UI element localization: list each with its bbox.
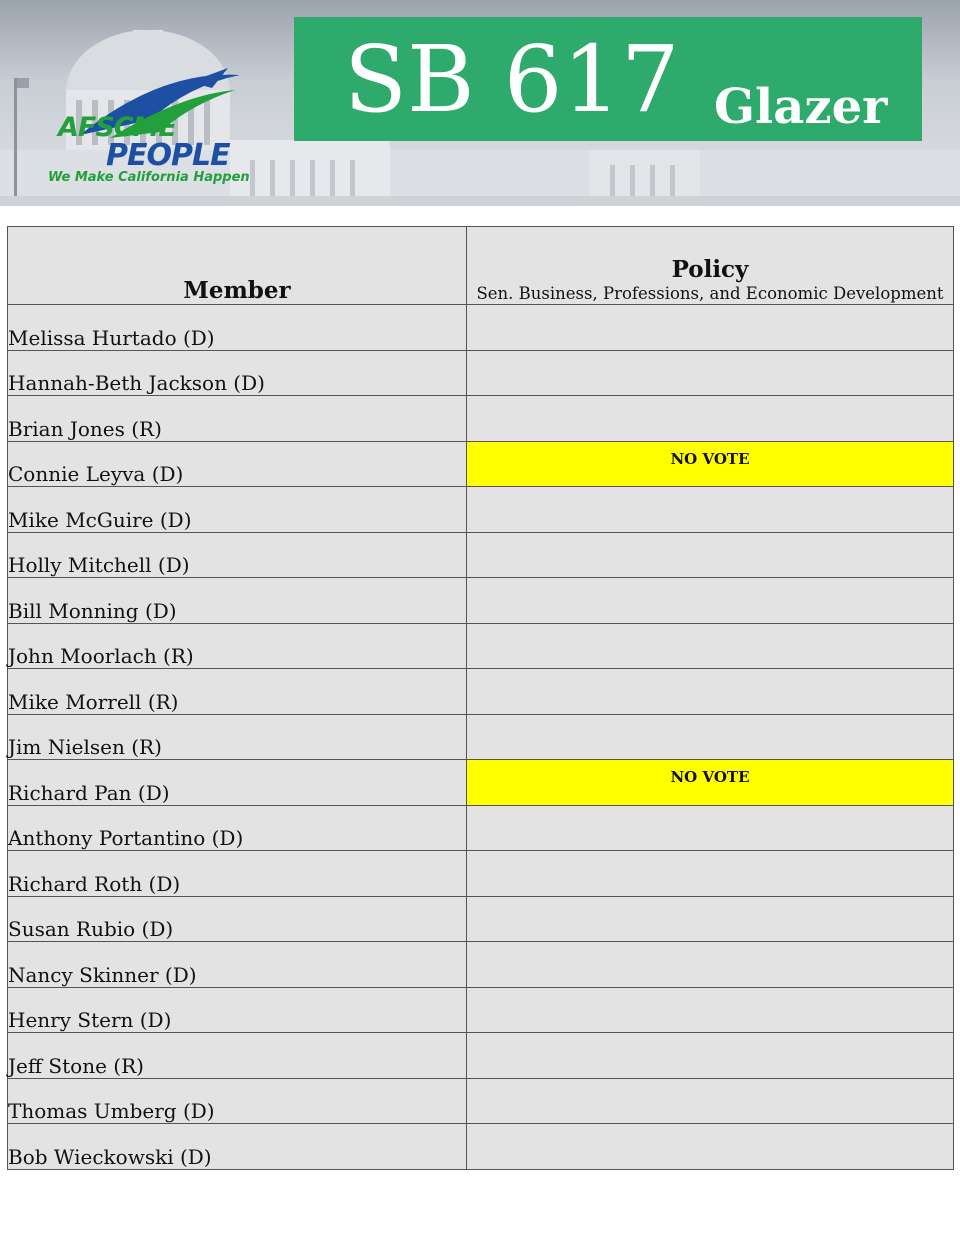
vote-cell (467, 1078, 954, 1124)
vote-cell (467, 350, 954, 396)
table-row (8, 1033, 954, 1079)
table-row (8, 669, 954, 715)
table-row (8, 851, 954, 897)
afscme-people-logo (40, 60, 280, 190)
table-row (8, 532, 954, 578)
member-name: Melissa Hurtado (D) (8, 305, 467, 351)
vote-cell (467, 896, 954, 942)
member-name: Nancy Skinner (D) (8, 942, 467, 988)
table-row (8, 760, 954, 806)
table-row (8, 987, 954, 1033)
committee-title: Policy (671, 256, 749, 283)
table-row (8, 578, 954, 624)
table-row (8, 396, 954, 442)
logo-people-text: PEOPLE (106, 138, 230, 173)
table-row (8, 896, 954, 942)
logo-tagline: We Make California Happen (48, 170, 250, 185)
bill-author: Glazer (714, 79, 888, 135)
header-banner (0, 0, 960, 206)
table-row (8, 487, 954, 533)
member-name: Anthony Portantino (D) (8, 805, 467, 851)
vote-cell (467, 623, 954, 669)
table-row (8, 441, 954, 487)
vote-label: NO VOTE (670, 449, 750, 468)
table-row (8, 942, 954, 988)
member-name: Holly Mitchell (D) (8, 532, 467, 578)
vote-table (7, 226, 954, 1170)
bill-number: SB 617 (344, 26, 680, 133)
vote-cell (467, 805, 954, 851)
member-name: Connie Leyva (D) (8, 441, 467, 487)
vote-cell (467, 851, 954, 897)
table-row (8, 305, 954, 351)
member-name: Mike Morrell (R) (8, 669, 467, 715)
vote-cell (467, 760, 954, 806)
vote-rows (8, 305, 954, 1170)
table-row (8, 350, 954, 396)
vote-cell (467, 532, 954, 578)
vote-cell (467, 487, 954, 533)
logo-afscme-text: AFSCME (58, 112, 176, 143)
member-name: Bill Monning (D) (8, 578, 467, 624)
table-row (8, 623, 954, 669)
vote-cell (467, 714, 954, 760)
vote-cell (467, 942, 954, 988)
member-column-header: Member (8, 227, 467, 305)
table-row (8, 805, 954, 851)
vote-cell (467, 305, 954, 351)
table-row (8, 714, 954, 760)
member-name: Mike McGuire (D) (8, 487, 467, 533)
member-name: Henry Stern (D) (8, 987, 467, 1033)
member-name: Richard Roth (D) (8, 851, 467, 897)
policy-column-header (467, 227, 954, 305)
vote-cell (467, 1124, 954, 1170)
member-name: Thomas Umberg (D) (8, 1078, 467, 1124)
vote-cell (467, 441, 954, 487)
committee-name: Sen. Business, Professions, and Economic Development (476, 284, 944, 303)
vote-cell (467, 396, 954, 442)
member-name: John Moorlach (R) (8, 623, 467, 669)
member-name: Bob Wieckowski (D) (8, 1124, 467, 1170)
table-header-row (8, 227, 954, 305)
vote-cell (467, 1033, 954, 1079)
member-name: Susan Rubio (D) (8, 896, 467, 942)
member-name: Jeff Stone (R) (8, 1033, 467, 1079)
vote-cell (467, 987, 954, 1033)
member-name: Richard Pan (D) (8, 760, 467, 806)
member-name: Hannah-Beth Jackson (D) (8, 350, 467, 396)
member-name: Brian Jones (R) (8, 396, 467, 442)
bill-title-box (294, 17, 922, 141)
table-row (8, 1078, 954, 1124)
vote-cell (467, 669, 954, 715)
member-name: Jim Nielsen (R) (8, 714, 467, 760)
vote-cell (467, 578, 954, 624)
table-row (8, 1124, 954, 1170)
vote-label: NO VOTE (670, 768, 750, 786)
